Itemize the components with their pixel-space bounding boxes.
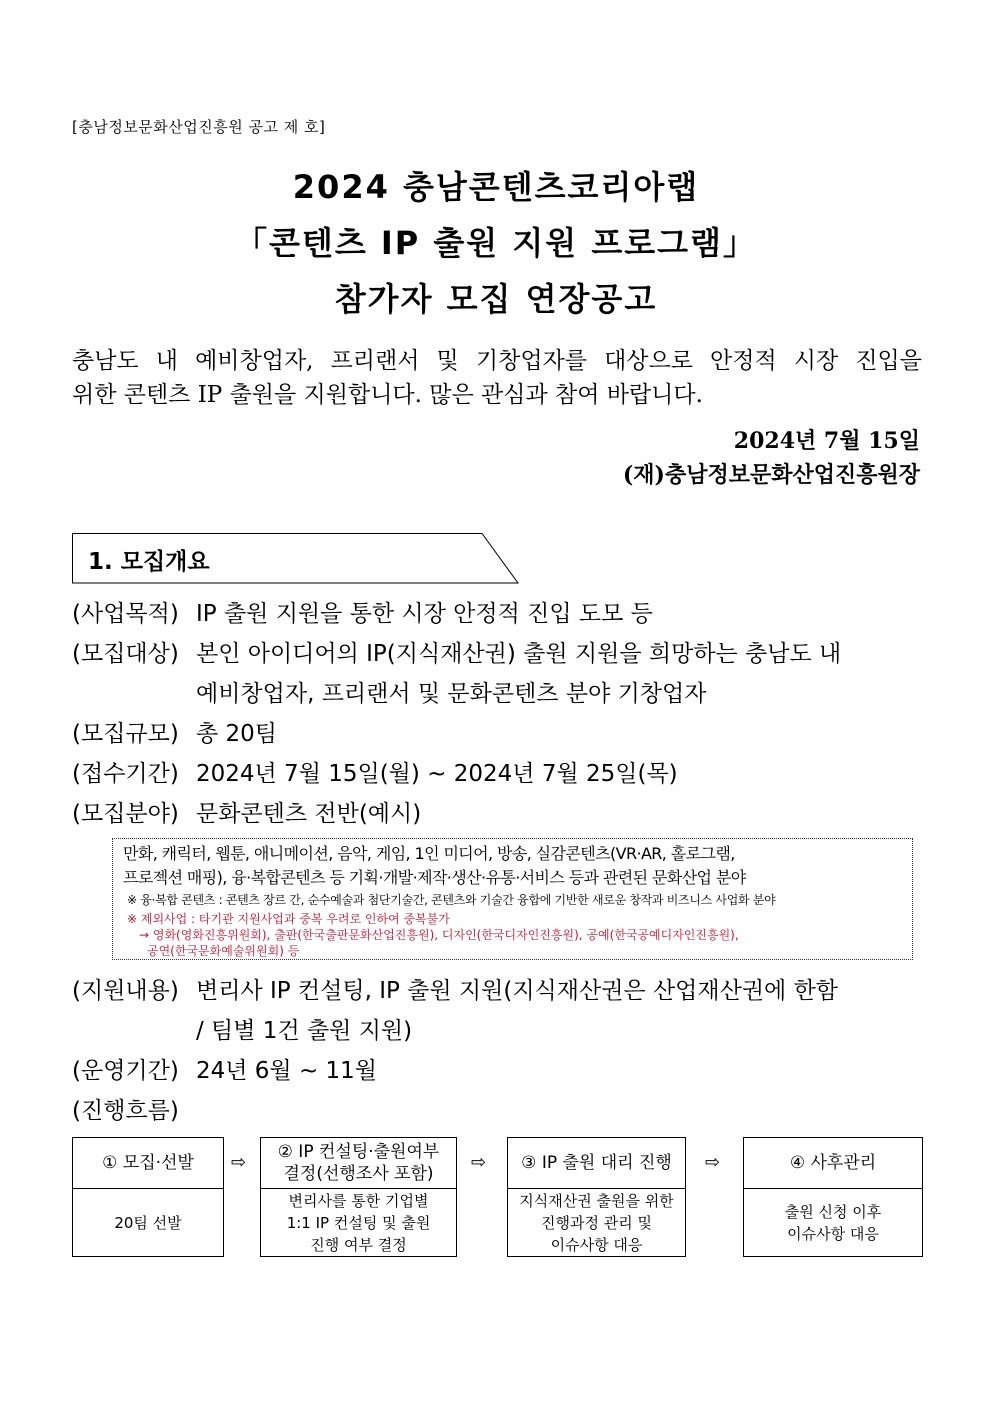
- field-label: (모집분야): [72, 801, 179, 827]
- row-flow: [72, 1092, 196, 1125]
- section-heading: 1. 모집개요: [88, 549, 210, 575]
- convergence-note: ※ 융·복합 콘텐츠 : 콘텐츠 장르 간, 순수예술과 첨단기술간, 콘텐츠와 기술간 융합에 기반한 새로운 창작과 비즈니스 사업화 분야: [127, 893, 776, 907]
- excluded-list-1: → 영화(영화진흥위원회), 출판(한국출판문화산업진흥원), 디자인(한국디자인진흥원), 공예(한국공예디자인진흥원),: [139, 928, 739, 942]
- purpose-text: IP 출원 지원을 통한 시장 안정적 진입 도모 등: [196, 601, 653, 627]
- intro-line-1: 충남도 내 예비창업자, 프리랜서 및 기창업자를 대상으로 안정적 시장 진입을: [72, 348, 922, 374]
- row-support: [72, 972, 838, 1005]
- announcement-date: 2024년 7월 15일: [733, 428, 920, 454]
- flow-step-2: [260, 1137, 457, 1257]
- target-text-2: 예비창업자, 프리랜서 및 문화콘텐츠 분야 기창업자: [196, 681, 707, 707]
- flow-arrow-1: ⇨: [231, 1152, 247, 1173]
- row-period: [72, 755, 678, 788]
- purpose-label: (사업목적): [72, 601, 179, 627]
- excluded-note: ※ 제외사업 : 타기관 지원사업과 중복 우려로 인하여 중복불가: [127, 912, 450, 926]
- flow-step-4-body: [744, 1189, 922, 1257]
- operation-label: (운영기간): [72, 1058, 179, 1084]
- flow-arrow-2: ⇨: [471, 1152, 487, 1173]
- flow-step-1-body: 20팀 선발: [114, 1214, 182, 1232]
- notice-number: [충남정보문화산업진흥원 공고 제 호]: [72, 118, 326, 136]
- title-line-1: 2024 충남콘텐츠코리아랩: [292, 168, 700, 206]
- period-label: (접수기간): [72, 761, 179, 787]
- period-text: 2024년 7월 15일(월) ~ 2024년 7월 25일(목): [196, 761, 678, 787]
- target-label: (모집대상): [72, 641, 179, 667]
- flow-step-3-body: [508, 1189, 685, 1257]
- title-line-3: 참가자 모집 연장공고: [334, 280, 658, 318]
- flow-step-4-head: ④ 사후관리: [744, 1138, 922, 1189]
- flow-step-2-body-2: 1:1 IP 컨설팅 및 출원: [286, 1214, 431, 1232]
- row-field: [72, 795, 421, 828]
- flow-step-2-body-1: 변리사를 통한 기업별: [288, 1192, 429, 1210]
- flow-step-3-body-3: 이슈사항 대응: [550, 1236, 643, 1254]
- flow-step-4: [743, 1137, 923, 1257]
- flow-step-2-body-3: 진행 여부 결정: [310, 1236, 407, 1254]
- flow-step-1: [72, 1137, 224, 1257]
- flow-step-2-head-1: ② IP 컨설팅·출원여부: [277, 1142, 440, 1162]
- flow-arrow-3: ⇨: [705, 1152, 721, 1173]
- field-examples-line-2: 프로젝션 매핑), 융·복합콘텐츠 등 기획·개발·제작·생산·유통·서비스 등과 관련된 문화산업 분야: [123, 868, 746, 887]
- row-scale: [72, 715, 277, 748]
- flow-step-3-body-1: 지식재산권 출원을 위한: [519, 1192, 674, 1210]
- row-target: [72, 635, 841, 668]
- flow-step-1-head: ① 모집·선발: [73, 1138, 223, 1189]
- field-examples-box: [112, 838, 913, 960]
- flow-step-4-body-2: 이슈사항 대응: [787, 1225, 879, 1243]
- issuer: (재)충남정보문화산업진흥원장: [622, 462, 920, 488]
- row-operation: [72, 1052, 377, 1085]
- support-text-1: 변리사 IP 컨설팅, IP 출원 지원(지식재산권은 산업재산권에 한함: [196, 978, 838, 1004]
- scale-text: 총 20팀: [196, 721, 278, 747]
- operation-text: 24년 6월 ~ 11월: [196, 1058, 378, 1084]
- intro-line-2: 위한 콘텐츠 IP 출원을 지원합니다. 많은 관심과 참여 바랍니다.: [72, 382, 703, 408]
- flow-step-2-head-2: 결정(선행조사 포함): [283, 1164, 434, 1184]
- row-purpose: [72, 595, 653, 628]
- excluded-list-2: 공연(한국문화예술위원회) 등: [147, 944, 300, 958]
- scale-label: (모집규모): [72, 721, 179, 747]
- flow-step-4-body-1: 출원 신청 이후: [784, 1203, 882, 1221]
- field-text: 문화콘텐츠 전반(예시): [196, 801, 422, 827]
- field-examples-line-1: 만화, 캐릭터, 웹툰, 애니메이션, 음악, 게임, 1인 미디어, 방송, 실감콘텐츠(VR·AR, 홀로그램,: [123, 844, 735, 863]
- support-label: (지원내용): [72, 978, 179, 1004]
- flow-step-3-head: ③ IP 출원 대리 진행: [508, 1138, 685, 1189]
- flow-step-3-body-2: 진행과정 관리 및: [541, 1214, 652, 1232]
- flow-label: (진행흐름): [72, 1098, 179, 1124]
- flow-step-2-head: [261, 1138, 456, 1189]
- flow-step-2-body: [261, 1189, 456, 1257]
- section-heading-box: [72, 533, 518, 583]
- target-text-1: 본인 아이디어의 IP(지식재산권) 출원 지원을 희망하는 충남도 내: [196, 641, 842, 667]
- support-text-2: / 팀별 1건 출원 지원): [196, 1018, 413, 1044]
- flow-step-3: [507, 1137, 686, 1257]
- title-line-2: 「콘텐츠 IP 출원 지원 프로그램」: [235, 224, 757, 262]
